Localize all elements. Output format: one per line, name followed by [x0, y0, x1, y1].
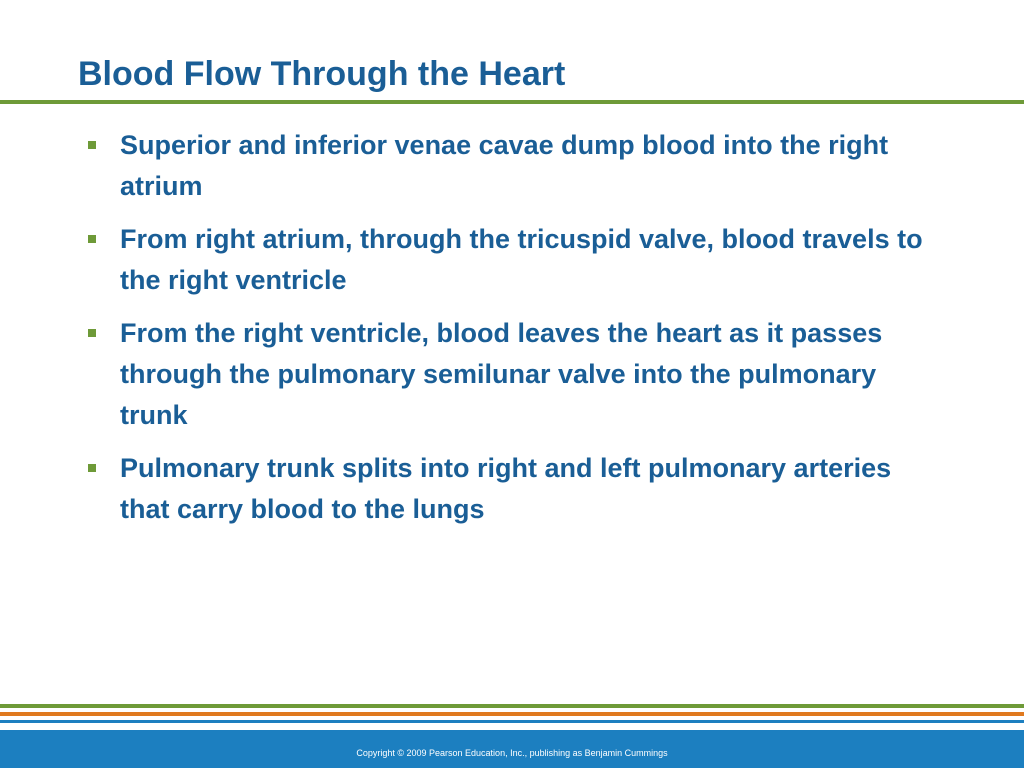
square-bullet-icon: [88, 235, 96, 243]
bullet-text: Superior and inferior venae cavae dump blood into the right atrium: [120, 130, 889, 201]
footer-stripe-blue: [0, 720, 1024, 723]
bullet-item: [88, 313, 948, 436]
bullet-item: [88, 448, 948, 530]
bullet-text: From the right ventricle, blood leaves the heart as it passes through the pulmonary semilunar valve into the pulmonary trunk: [120, 318, 883, 430]
slide-title: Blood Flow Through the Heart: [78, 55, 566, 93]
square-bullet-icon: [88, 329, 96, 337]
bullet-list: [88, 125, 948, 542]
title-divider: [0, 100, 1024, 104]
bullet-item: [88, 219, 948, 301]
square-bullet-icon: [88, 464, 96, 472]
footer-stripes: [0, 704, 1024, 727]
bullet-text: Pulmonary trunk splits into right and left pulmonary arteries that carry blood to the lungs: [120, 453, 892, 524]
copyright-notice: Copyright © 2009 Pearson Education, Inc., publishing as Benjamin Cummings: [356, 748, 668, 758]
square-bullet-icon: [88, 141, 96, 149]
footer-stripe-green: [0, 704, 1024, 708]
bullet-text: From right atrium, through the tricuspid valve, blood travels to the right ventricle: [120, 224, 923, 295]
footer-stripe-orange: [0, 712, 1024, 716]
bullet-item: [88, 125, 948, 207]
